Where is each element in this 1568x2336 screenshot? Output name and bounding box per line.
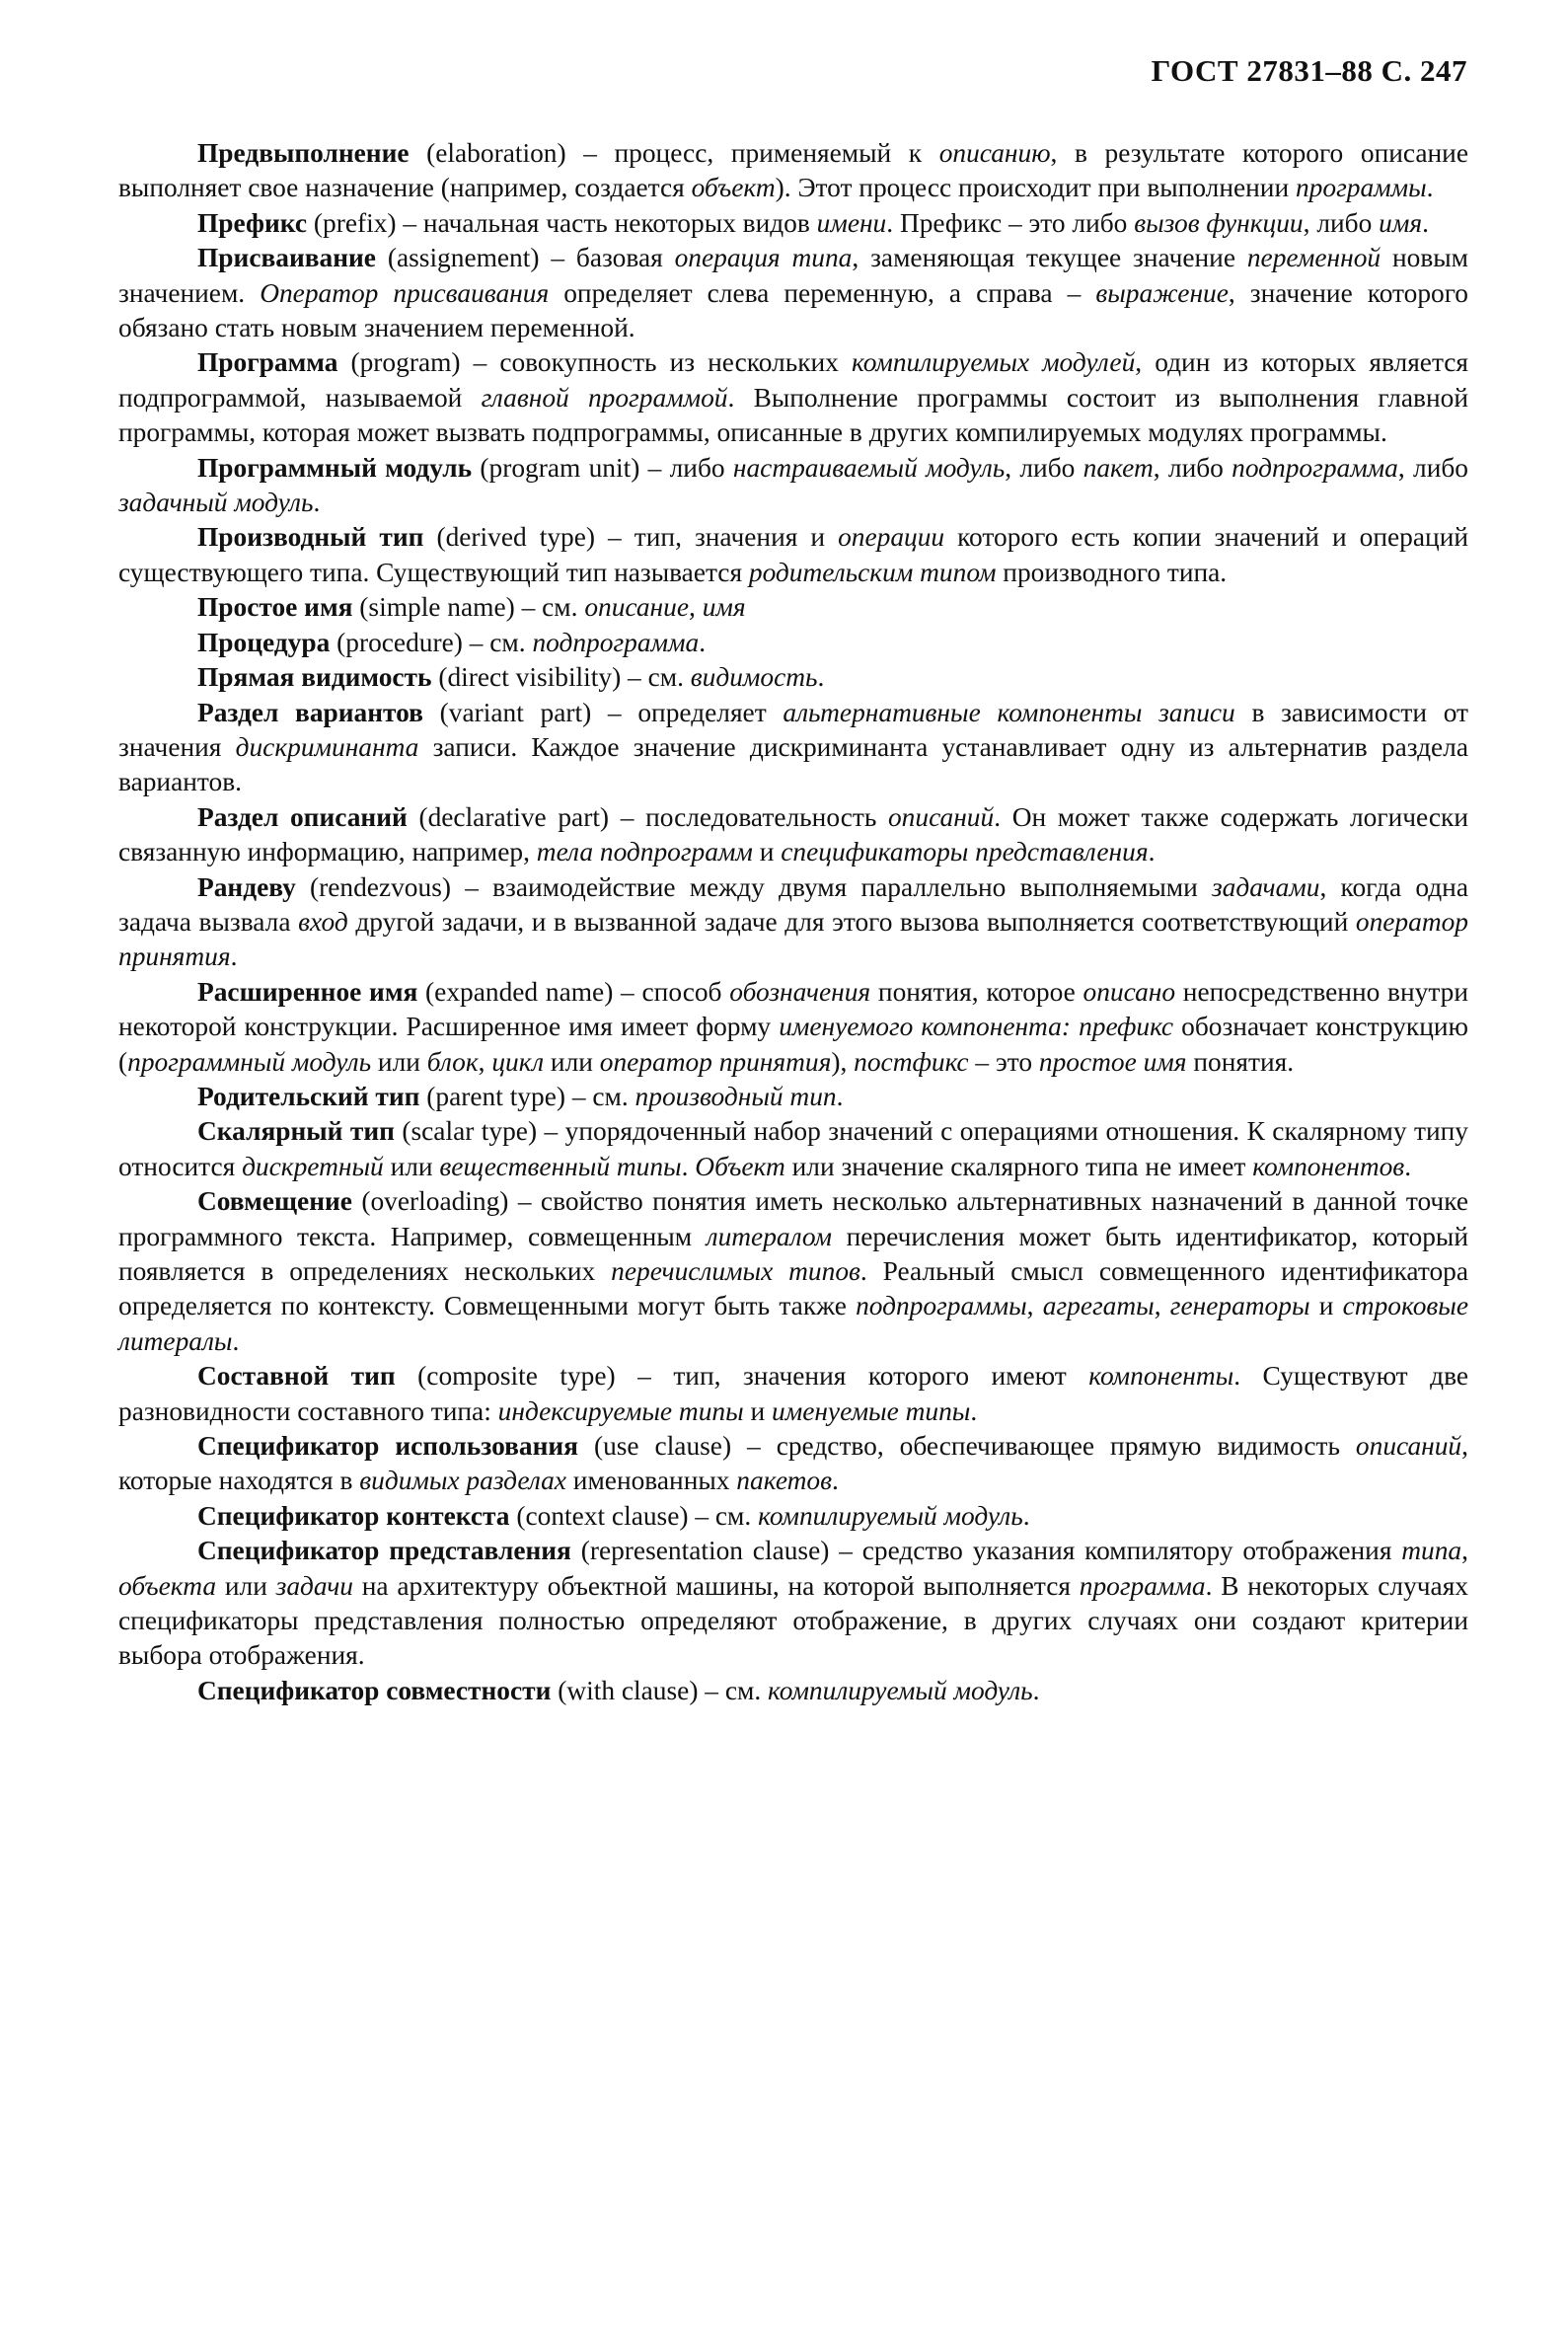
entry-text: (overloading) – свойство понятия иметь несколько альтернативных назначений в данной точке программного текста. Например, совмещенным: [118, 1186, 1468, 1251]
entry-text: на архитектуру объектной машины, на которой выполняется: [352, 1570, 1080, 1601]
entry-text: (representation clause) – средство указания компилятору отображения: [570, 1536, 1402, 1566]
entry-reference: агрегаты: [1042, 1291, 1155, 1321]
entry-text: именованных: [565, 1466, 737, 1496]
entry-text: обозначает конструкцию (: [118, 1012, 1469, 1077]
entry-reference: объект: [691, 173, 776, 203]
entry-text: . Выполнение программы состоит из выполнения главной программы, которая может вызвать подпрограммы, описанные в других компилируемых модулях программы.: [118, 382, 1468, 448]
entry-reference: простое имя: [1038, 1046, 1187, 1077]
entry-term: Родительский тип: [197, 1081, 420, 1111]
entry-reference: родительским типом: [748, 557, 997, 587]
entry-text: в зависимости от значения: [118, 697, 1469, 762]
entry-text: , либо: [1303, 207, 1380, 238]
entry-reference: видимых разделах: [359, 1466, 566, 1496]
entry-reference: оператор принятия: [599, 1046, 832, 1077]
entry-term: Раздел вариантов: [197, 697, 423, 727]
entry-text: (program unit) – либо: [472, 452, 733, 483]
entry-reference: выражение: [1095, 277, 1229, 308]
entry-term: Присваивание: [197, 243, 376, 273]
entry-reference: подпрограммы: [856, 1291, 1027, 1321]
entry-text: (derived type) – тип, значения и: [423, 522, 839, 553]
glossary-entry: [118, 1114, 1468, 1184]
entry-text: и: [1309, 1291, 1343, 1321]
entry-term: Раздел описаний: [197, 801, 408, 832]
entry-text: .: [1148, 837, 1156, 867]
entry-text: .: [232, 1325, 240, 1356]
entry-term: Скалярный тип: [197, 1116, 395, 1147]
entry-text: или: [216, 1570, 276, 1601]
entry-term: Префикс: [197, 207, 308, 238]
entry-term: Процедура: [197, 627, 331, 657]
entry-text: (scalar type) – упорядоченный набор значений с операциями отношения. К скалярному типу относится: [118, 1116, 1468, 1181]
entry-text: которого есть копии значений и операций существующего типа. Существующий тип называется: [118, 522, 1469, 587]
entry-term: Предвыполнение: [197, 138, 410, 168]
entry-text: (parent type) – см.: [419, 1081, 635, 1111]
glossary-entry: [118, 626, 1468, 660]
entry-text: .: [970, 1395, 978, 1426]
entry-term: Спецификатор совместности: [197, 1675, 552, 1705]
entry-text: .: [699, 627, 707, 657]
entry-text: . В некоторых случаях спецификаторы представления полностью определяют отображение, в других случаях они создают критерии выбора отображения.: [118, 1570, 1468, 1671]
entry-reference: компоненты: [1088, 1361, 1234, 1392]
entry-reference: вещественный типы: [439, 1151, 682, 1181]
entry-text: (expanded name) – способ: [417, 976, 730, 1007]
entry-reference: Объект: [695, 1151, 785, 1181]
entry-reference: описаний: [1355, 1431, 1462, 1462]
entry-reference: альтернативные компоненты записи: [783, 697, 1235, 727]
entry-text: или: [371, 1046, 427, 1077]
entry-text: и: [752, 837, 782, 867]
entry-reference: тела подпрограмм: [536, 837, 753, 867]
entry-reference: производный тип: [635, 1081, 837, 1111]
entry-text: ,: [1461, 1536, 1468, 1566]
entry-reference: дискретный: [242, 1151, 384, 1181]
entry-text: (context clause) – см.: [509, 1500, 759, 1531]
entry-text: .: [681, 1151, 696, 1181]
entry-term: Прямая видимость: [197, 662, 432, 693]
entry-reference: описаний: [887, 801, 995, 832]
entry-reference: переменной: [1246, 243, 1381, 273]
entry-text: . Префикс – это либо: [886, 207, 1135, 238]
glossary-entry: [118, 975, 1468, 1080]
entry-text: , заменяющая текущее значение: [852, 243, 1247, 273]
entry-term: Программный модуль: [197, 452, 473, 483]
entry-term: Программа: [197, 347, 338, 378]
entry-reference: спецификаторы представления: [781, 837, 1149, 867]
entry-text: .: [1022, 1500, 1030, 1531]
glossary-entry: [118, 696, 1468, 800]
entry-reference: описано: [1083, 976, 1176, 1007]
entry-reference: перечислимых типов: [611, 1256, 860, 1286]
glossary-entry: [118, 660, 1468, 695]
entry-term: Спецификатор контекста: [197, 1500, 510, 1531]
glossary-entry: [118, 1674, 1468, 1708]
entry-text: ). Этот процесс происходит при выполнении: [775, 173, 1296, 203]
entry-text: .: [831, 1466, 839, 1496]
entry-text: ,: [1026, 1291, 1043, 1321]
glossary-entry: [118, 1534, 1468, 1674]
entry-text: (simple name) – см.: [352, 592, 585, 623]
entry-text: .: [1404, 1151, 1412, 1181]
glossary-entry: [118, 1499, 1468, 1534]
entry-text: понятия, которое: [870, 976, 1083, 1007]
entry-term: Спецификатор использования: [197, 1431, 578, 1462]
entry-reference: дискриминанта: [235, 731, 419, 762]
entry-text: ,: [1154, 1291, 1170, 1321]
entry-text: , значение которого обязано стать новым значением переменной.: [118, 277, 1468, 343]
entry-reference: описанию: [938, 138, 1051, 168]
entry-reference: строковые литералы: [118, 1291, 1469, 1356]
entry-text: .: [1422, 207, 1429, 238]
entry-reference: обозначения: [729, 976, 871, 1007]
entry-text: непосредственно внутри некоторой конструкции. Расширенное имя имеет форму: [118, 976, 1469, 1042]
entry-text: или значение скалярного типа не имеет: [784, 1151, 1253, 1181]
entry-reference: подпрограмма: [1232, 452, 1398, 483]
entry-text: .: [836, 1081, 844, 1111]
glossary-entry: [118, 1429, 1468, 1499]
entry-text: определяет слева переменную, а справа –: [549, 277, 1096, 308]
entry-reference: генераторы: [1169, 1291, 1310, 1321]
entry-reference: операция типа: [674, 243, 853, 273]
glossary-entry: [118, 870, 1468, 975]
glossary-entry: [118, 520, 1468, 590]
entry-text: новым значением.: [118, 243, 1468, 308]
entry-reference: постфикс: [854, 1046, 969, 1077]
entry-reference: типа: [1401, 1536, 1462, 1566]
entry-text: (with clause) – см.: [551, 1675, 769, 1705]
entry-text: ,: [478, 1046, 492, 1077]
entry-text: , либо: [1397, 452, 1468, 483]
entry-reference: блок: [426, 1046, 479, 1077]
entry-text: производного типа.: [996, 557, 1228, 587]
entry-reference: задачный модуль: [118, 488, 314, 518]
entry-reference: компонентов: [1252, 1151, 1405, 1181]
entry-text: другой задачи, и в вызванной задаче для этого вызова выполняется соответствующий: [347, 906, 1356, 937]
entry-reference: имя: [1379, 207, 1423, 238]
glossary-entry: [118, 1080, 1468, 1114]
entry-reference: операции: [838, 522, 945, 553]
entry-term: Простое имя: [197, 592, 353, 623]
entry-reference: главной программой: [481, 382, 728, 413]
glossary-entry: [118, 241, 1468, 345]
entry-reference: пакет: [1083, 452, 1154, 483]
entry-text: . Он может также содержать логически связанную информацию, например,: [118, 801, 1468, 867]
entry-reference: именуемого компонента: префикс: [779, 1012, 1174, 1042]
entry-text: (variant part) – определяет: [422, 697, 784, 727]
glossary-entry: [118, 590, 1468, 625]
entry-text: записи. Каждое значение дискриминанта устанавливает одну из альтернатив раздела вариантов.: [118, 731, 1468, 797]
entry-text: (elaboration) – процесс, применяемый к: [409, 138, 939, 168]
entry-text: (procedure) – см.: [330, 627, 533, 657]
entry-term: Рандеву: [197, 871, 296, 902]
entry-reference: компилируемый модуль: [768, 1675, 1033, 1705]
entry-text: . Реальный смысл совмещенного идентификатора определяется по контексту. Совмещенными могут быть также: [118, 1256, 1469, 1321]
entry-reference: оператор принятия: [118, 906, 1468, 972]
entry-text: ),: [831, 1046, 855, 1077]
entry-reference: пакетов: [736, 1466, 832, 1496]
glossary-entry: [118, 1359, 1468, 1429]
entry-reference: подпрограмма: [532, 627, 700, 657]
entry-term: Расширенное имя: [197, 976, 418, 1007]
glossary-entry: [118, 206, 1468, 241]
entry-reference: цикл: [491, 1046, 545, 1077]
entry-text: (rendezvous) – взаимодействие между двумя параллельно выполняемыми: [295, 871, 1212, 902]
entry-reference: имени: [816, 207, 887, 238]
entry-reference: программы: [1295, 173, 1427, 203]
entry-reference: описание, имя: [584, 592, 746, 623]
entry-term: Совмещение: [197, 1186, 352, 1217]
entry-reference: объекта: [118, 1570, 217, 1601]
entry-term: Спецификатор представления: [197, 1536, 571, 1566]
entry-reference: Оператор присваивания: [260, 277, 550, 308]
page-header: ГОСТ 27831–88 С. 247: [1151, 53, 1467, 88]
entry-reference: настраиваемый модуль: [732, 452, 1006, 483]
entry-reference: компилируемых модулей: [851, 347, 1136, 378]
entry-text: или: [383, 1151, 440, 1181]
entry-reference: литералом: [706, 1221, 833, 1251]
entry-text: или: [544, 1046, 600, 1077]
glossary-entry: [118, 451, 1468, 521]
entry-reference: компилируемый модуль: [758, 1500, 1023, 1531]
entry-text: .: [817, 662, 825, 693]
entry-text: понятия.: [1186, 1046, 1295, 1077]
entry-reference: задачами: [1211, 871, 1320, 902]
entry-text: , в результате которого описание выполняет свое назначение (например, создается: [118, 138, 1469, 203]
entry-text: , один из которых является подпрограммой, называемой: [118, 347, 1469, 413]
entry-text: .: [1426, 173, 1434, 203]
entry-text: .: [313, 488, 321, 518]
entry-term: Производный тип: [197, 522, 424, 553]
glossary-entry: [118, 345, 1468, 450]
entry-text: , либо: [1153, 452, 1232, 483]
entry-text: .: [1032, 1675, 1040, 1705]
entry-reference: вызов функции: [1134, 207, 1304, 238]
entry-text: , когда одна задача вызвала: [118, 871, 1468, 937]
entry-reference: индексируемые типы: [497, 1395, 744, 1426]
glossary-body: [118, 136, 1468, 1708]
entry-text: (program) – совокупность из нескольких: [337, 347, 852, 378]
glossary-entry: [118, 1184, 1468, 1359]
entry-reference: именуемые типы: [772, 1395, 971, 1426]
entry-reference: программный модуль: [127, 1046, 372, 1077]
entry-text: .: [230, 942, 238, 972]
entry-reference: программа: [1079, 1570, 1206, 1601]
entry-reference: задачи: [275, 1570, 353, 1601]
entry-reference: видимость: [690, 662, 818, 693]
glossary-entry: [118, 800, 1468, 870]
entry-term: Составной тип: [197, 1361, 396, 1392]
entry-reference: вход: [298, 906, 348, 937]
entry-text: – это: [968, 1046, 1039, 1077]
entry-text: (direct visibility) – см.: [431, 662, 691, 693]
entry-text: (assignement) – базовая: [375, 243, 675, 273]
entry-text: и: [743, 1395, 773, 1426]
entry-text: (declarative part) – последовательность: [407, 801, 888, 832]
entry-text: перечисления может быть идентификатор, который появляется в определениях нескольких: [118, 1221, 1468, 1286]
entry-text: (composite type) – тип, значения которого имеют: [395, 1361, 1089, 1392]
entry-text: , которые находятся в: [118, 1431, 1468, 1496]
entry-text: , либо: [1005, 452, 1083, 483]
entry-text: . Существуют две разновидности составного типа:: [118, 1361, 1468, 1426]
glossary-entry: [118, 136, 1468, 206]
entry-text: (prefix) – начальная часть некоторых видов: [307, 207, 817, 238]
entry-text: (use clause) – средство, обеспечивающее прямую видимость: [577, 1431, 1356, 1462]
